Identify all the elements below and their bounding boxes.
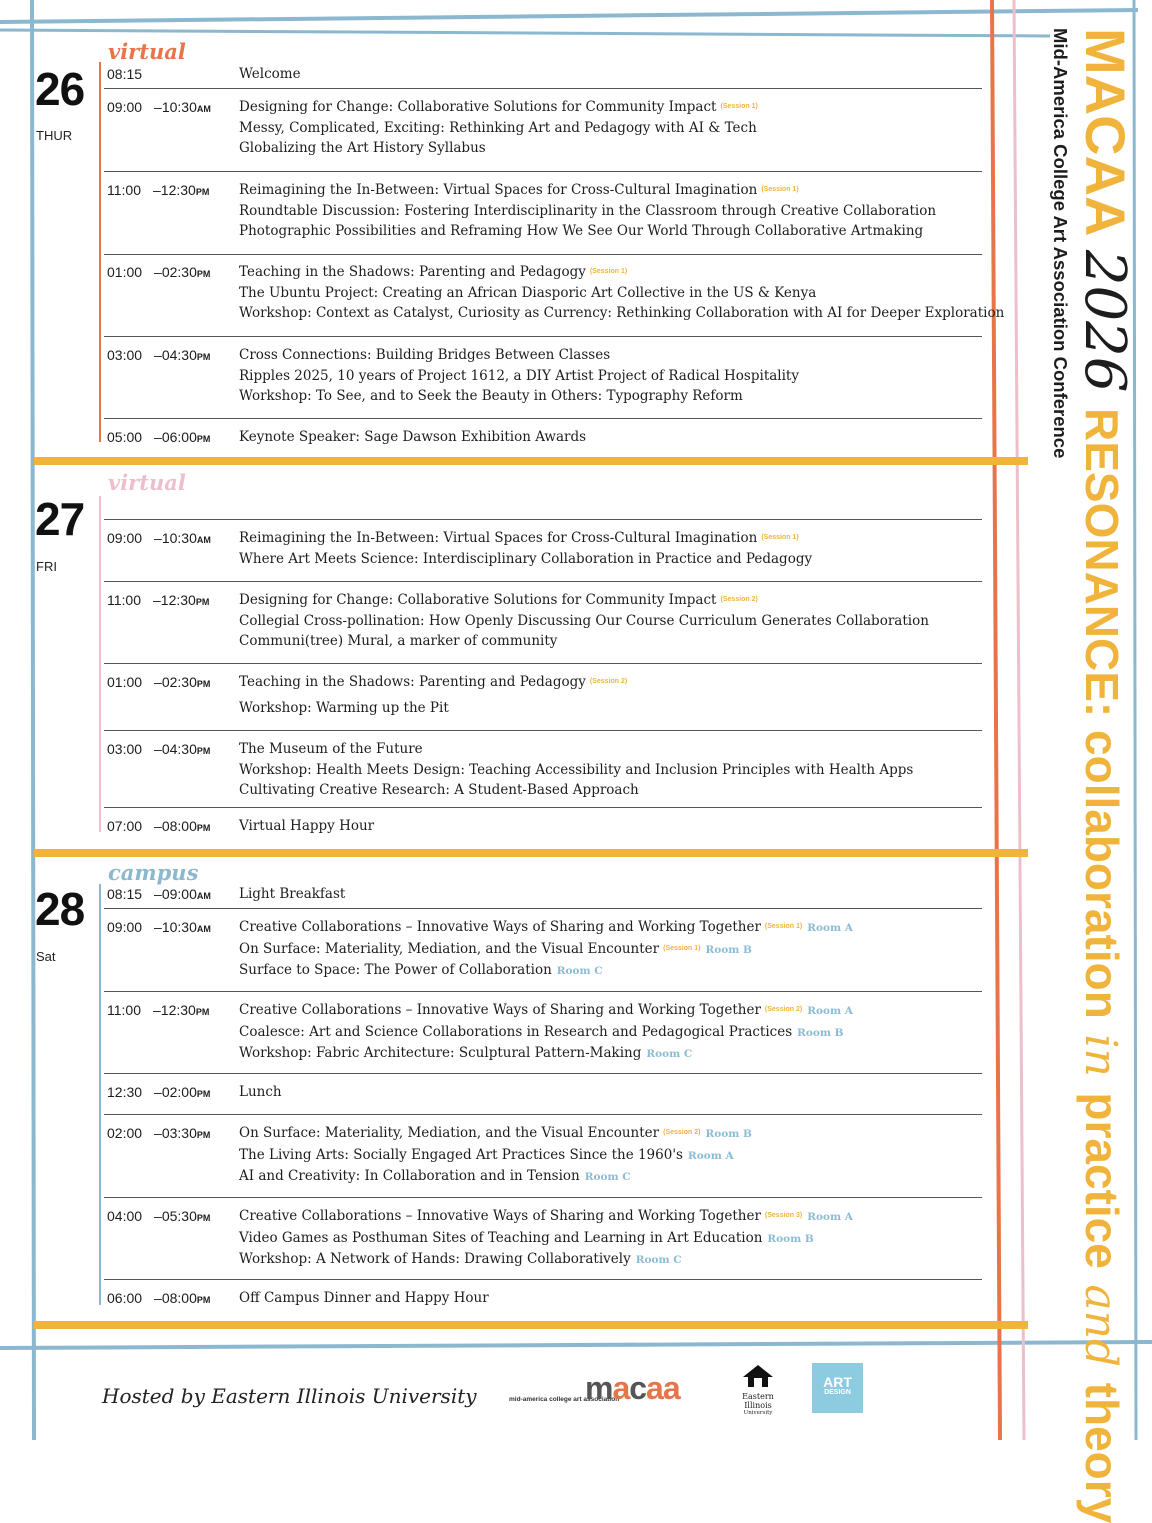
session-tag: (Session 1) [761,186,799,194]
slot-sessions [239,917,979,982]
session-title: Creative Collaborations – Innovative Ways of Sharing and Working Together (Session 1) Room A [239,919,853,935]
session-title: Workshop: Health Meets Design: Teaching Accessibility and Inclusion Principles with Health Apps [239,761,914,778]
slot-separator [104,254,982,255]
slot-sessions [239,97,979,159]
slot-time: 08:15 [107,66,143,82]
slot-sessions [239,1206,979,1271]
title-theme-in: in [1075,1034,1126,1077]
session-title: Creative Collaborations – Innovative Ways of Sharing and Working Together (Session 2) Room A [239,1002,853,1018]
slot-sessions [239,672,979,718]
slot-sessions [239,64,979,85]
slot-time: 06:00 –08:00PM [107,1290,211,1306]
session-title: The Living Arts: Socially Engaged Art Practices Since the 1960's Room A [239,1146,734,1163]
slot-time: 12:30 –02:00PM [107,1084,211,1100]
slot-time: 08:15 –09:00AM [107,886,211,902]
day-number: 28 [35,883,85,935]
day-name: FRI [36,559,57,574]
session-title: The Museum of the Future [239,741,423,757]
day-number: 27 [35,493,85,545]
slot-time: 11:00 –12:30PM [107,1002,210,1018]
slot-separator [104,581,982,582]
session-title: Creative Collaborations – Innovative Ways of Sharing and Working Together (Session 3) Room A [239,1208,853,1224]
session-title: Communi(tree) Mural, a marker of community [239,633,558,650]
day-vertical-bar [99,62,101,442]
session-title: Reimagining the In-Between: Virtual Spaces for Cross-Cultural Imagination (Session 1) [239,530,799,546]
slot-time: 02:00 –03:30PM [107,1125,211,1141]
session-tag: (Session 1) [764,923,803,931]
day-mode-label: virtual [108,470,186,495]
session-tag: (Session 2) [663,1129,701,1137]
eiu-line1: Eastern [742,1392,774,1401]
slot-separator [104,1279,982,1280]
slot-separator [104,1114,982,1115]
slot-time: 03:00 –04:30PM [107,347,211,363]
slot-sessions [239,1000,979,1065]
slot-time: 04:00 –05:30PM [107,1208,211,1224]
art-design-logo [812,1363,863,1413]
art-logo-line2: DESIGN [824,1389,851,1396]
slot-separator [104,908,982,909]
session-title: Lunch [239,1084,282,1100]
day-vertical-bar [99,496,101,832]
session-title: Teaching in the Shadows: Parenting and Pedagogy (Session 1) [239,264,628,280]
room-label: Room A [807,922,853,934]
session-title: On Surface: Materiality, Mediation, and the Visual Encounter (Session 2) Room B [239,1125,752,1141]
room-label: Room C [584,1171,631,1184]
session-tag: (Session 1) [663,944,701,952]
session-title: Designing for Change: Collaborative Solutions for Community Impact (Session 1) [239,99,758,115]
session-title: Coalesce: Art and Science Collaborations in Research and Pedagogical Practices Room B [239,1023,844,1040]
room-label: Room A [807,1211,853,1223]
session-title: Workshop: A Network of Hands: Drawing Collaboratively Room C [239,1251,682,1268]
session-title: AI and Creativity: In Collaboration and in Tension Room C [239,1168,631,1185]
session-title: Where Art Meets Science: Interdisciplinary Collaboration in Practice and Pedagogy [239,550,813,567]
session-title: Roundtable Discussion: Fostering Interdisciplinarity in the Classroom through Creative Collaboration [239,202,937,219]
session-title: Teaching in the Shadows: Parenting and Pedagogy (Session 2) [239,674,628,690]
session-title: Globalizing the Art History Syllabus [239,140,486,157]
session-title: Workshop: Warming up the Pit [239,699,449,716]
slot-sessions [239,345,979,407]
slot-sessions [239,590,979,652]
session-title: Off Campus Dinner and Happy Hour [239,1290,489,1306]
room-label: Room C [556,965,603,978]
session-title: Virtual Happy Hour [239,818,375,834]
room-label: Room B [705,1128,752,1140]
day-number: 26 [35,63,85,115]
eiu-building-icon [741,1364,775,1388]
title-subtitle: Mid-America College Art Association Conference [1050,28,1071,459]
session-title: Keynote Speaker: Sage Dawson Exhibition Awards [239,429,587,445]
title-theme-c: theory [1076,1382,1128,1523]
session-title: Surface to Space: The Power of Collaboration Room C [239,962,603,979]
slot-sessions [239,427,979,448]
session-title: Welcome [239,66,301,82]
macaa-logo-wordmark: macaa [585,1370,680,1406]
macaa-logo-small-text: mid-america college art association [509,1396,620,1403]
slot-time: 09:00 –10:30AM [107,919,211,935]
slot-time: 11:00 –12:30PM [107,592,210,608]
session-title: Workshop: To See, and to Seek the Beauty in Others: Typography Reform [239,388,743,405]
room-label: Room A [687,1149,734,1162]
slot-time: 05:00 –06:00PM [107,429,211,445]
session-title: On Surface: Materiality, Mediation, and the Visual Encounter (Session 1) Room B [239,940,752,957]
session-tag: (Session 1) [761,534,799,542]
slot-separator [104,1197,982,1198]
session-title: Reimagining the In-Between: Virtual Spaces for Cross-Cultural Imagination (Session 1) [239,182,799,198]
slot-separator [104,171,982,172]
slot-time: 03:00 –04:30PM [107,741,211,757]
slot-separator [104,991,982,992]
session-tag: (Session 2) [589,678,628,686]
slot-separator [104,418,982,419]
session-title: Designing for Change: Collaborative Solutions for Community Impact (Session 2) [239,592,758,608]
slot-sessions [239,884,979,905]
room-label: Room B [705,943,752,956]
eiu-logo [728,1364,788,1417]
session-tag: (Session 3) [764,1212,803,1220]
slot-separator [104,88,982,89]
slot-sessions [239,1082,979,1103]
session-title: Video Games as Posthuman Sites of Teaching and Learning in Art Education Room B [239,1229,814,1246]
day-name: Sat [36,949,56,964]
slot-time: 09:00 –10:30AM [107,530,211,546]
conference-title [1049,28,1137,1523]
session-tag: (Session 1) [720,103,758,111]
session-title: Ripples 2025, 10 years of Project 1612, a DIY Artist Project of Radical Hospitality [239,367,799,384]
slot-separator [104,807,982,808]
eiu-line2: Illinois [744,1401,772,1410]
slot-sessions [239,528,979,569]
slot-sessions [239,262,1005,324]
slot-sessions [239,1288,979,1309]
title-macaa: MACAA [1074,28,1137,235]
day-mode-label: campus [108,860,199,885]
session-title: Light Breakfast [239,886,346,902]
session-title: Photographic Possibilities and Reframing How We See Our World Through Collaborative Artmaking [239,223,924,240]
room-label: Room C [635,1254,682,1267]
session-title: Workshop: Fabric Architecture: Sculptural Pattern-Making Room C [239,1045,693,1062]
title-theme-and: and [1075,1284,1126,1368]
session-title: The Ubuntu Project: Creating an African Diasporic Art Collective in the US & Kenya [239,284,817,301]
title-line [1069,28,1137,1523]
session-title: Cross Connections: Building Bridges Between Classes [239,347,611,363]
room-label: Room C [646,1048,693,1061]
slot-time: 07:00 –08:00PM [107,818,211,834]
session-title: Messy, Complicated, Exciting: Rethinking Art and Pedagogy with AI & Tech [239,119,757,136]
day-name: THUR [36,128,73,143]
session-tag: (Session 2) [764,1006,803,1014]
eiu-line3: University [743,1410,773,1416]
slot-separator [104,519,982,520]
session-title: Cultivating Creative Research: A Student-Based Approach [239,782,639,799]
day-vertical-bar [99,884,101,1305]
session-tag: (Session 2) [720,596,758,604]
room-label: Room B [767,1232,814,1245]
session-title: Workshop: Context as Catalyst, Curiosity as Currency: Rethinking Collaboration with AI for Deeper Exploration [239,305,1005,322]
slot-time: 09:00 –10:30AM [107,99,211,115]
title-theme-b: practice [1076,1092,1128,1269]
art-logo-line1: ART [823,1374,852,1390]
title-theme-a: RESONANCE: collaboration [1076,407,1128,1019]
hosted-by: Hosted by Eastern Illinois University [102,1384,477,1408]
slot-sessions [239,180,979,242]
day-mode-label: virtual [108,39,186,64]
slot-time: 01:00 –02:30PM [107,264,211,280]
room-label: Room A [807,1005,853,1017]
session-tag: (Session 1) [589,268,628,276]
slot-time: 11:00 –12:30PM [107,182,210,198]
slot-sessions [239,1123,979,1188]
title-year: 2026 [1072,249,1137,393]
slot-sessions [239,816,979,837]
slot-separator [104,730,982,731]
slot-separator [104,336,982,337]
slot-sessions [239,739,979,801]
slot-separator [104,663,982,664]
room-label: Room B [797,1026,844,1039]
slot-time: 01:00 –02:30PM [107,674,211,690]
slot-separator [104,1073,982,1074]
session-title: Collegial Cross-pollination: How Openly Discussing Our Course Curriculum Generates Collaboration [239,612,929,629]
